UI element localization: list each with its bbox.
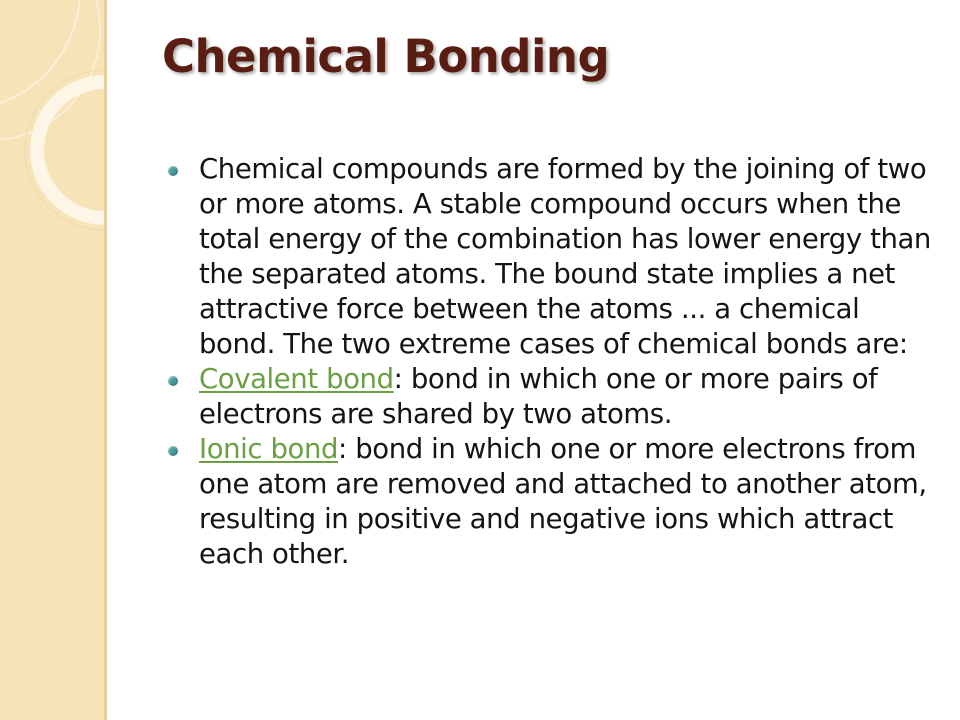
bullet-text: : bond in which one or more electrons from one atom are removed and attached to another atom, resulting in positive and negative ions which attract each other. bbox=[199, 433, 927, 570]
bullet-dot-icon bbox=[168, 166, 178, 176]
bullet-dot-icon bbox=[168, 376, 178, 386]
covalent-bond-link[interactable]: Covalent bond bbox=[199, 363, 394, 395]
decorative-side-band bbox=[0, 0, 107, 720]
bullet-text: Chemical compounds are formed by the joining of two or more atoms. A stable compound occurs when the total energy of the combination has lower energy than the separated atoms. The bound state implies a net attractive force between the atoms ... a chemical bond. The two extreme cases of chemical bonds are: bbox=[199, 153, 931, 360]
bullet-covalent-bond bbox=[168, 362, 938, 432]
bullet-ionic-bond bbox=[168, 432, 938, 572]
bullet-intro bbox=[168, 152, 938, 362]
bullet-text: : bond in which one or more pairs of electrons are shared by two atoms. bbox=[199, 363, 878, 430]
ionic-bond-link[interactable]: Ionic bond bbox=[199, 433, 339, 465]
bullet-dot-icon bbox=[168, 446, 178, 456]
bullet-list bbox=[168, 152, 938, 572]
decorative-circles bbox=[0, 0, 104, 720]
slide-title: Chemical Bonding bbox=[162, 30, 610, 83]
